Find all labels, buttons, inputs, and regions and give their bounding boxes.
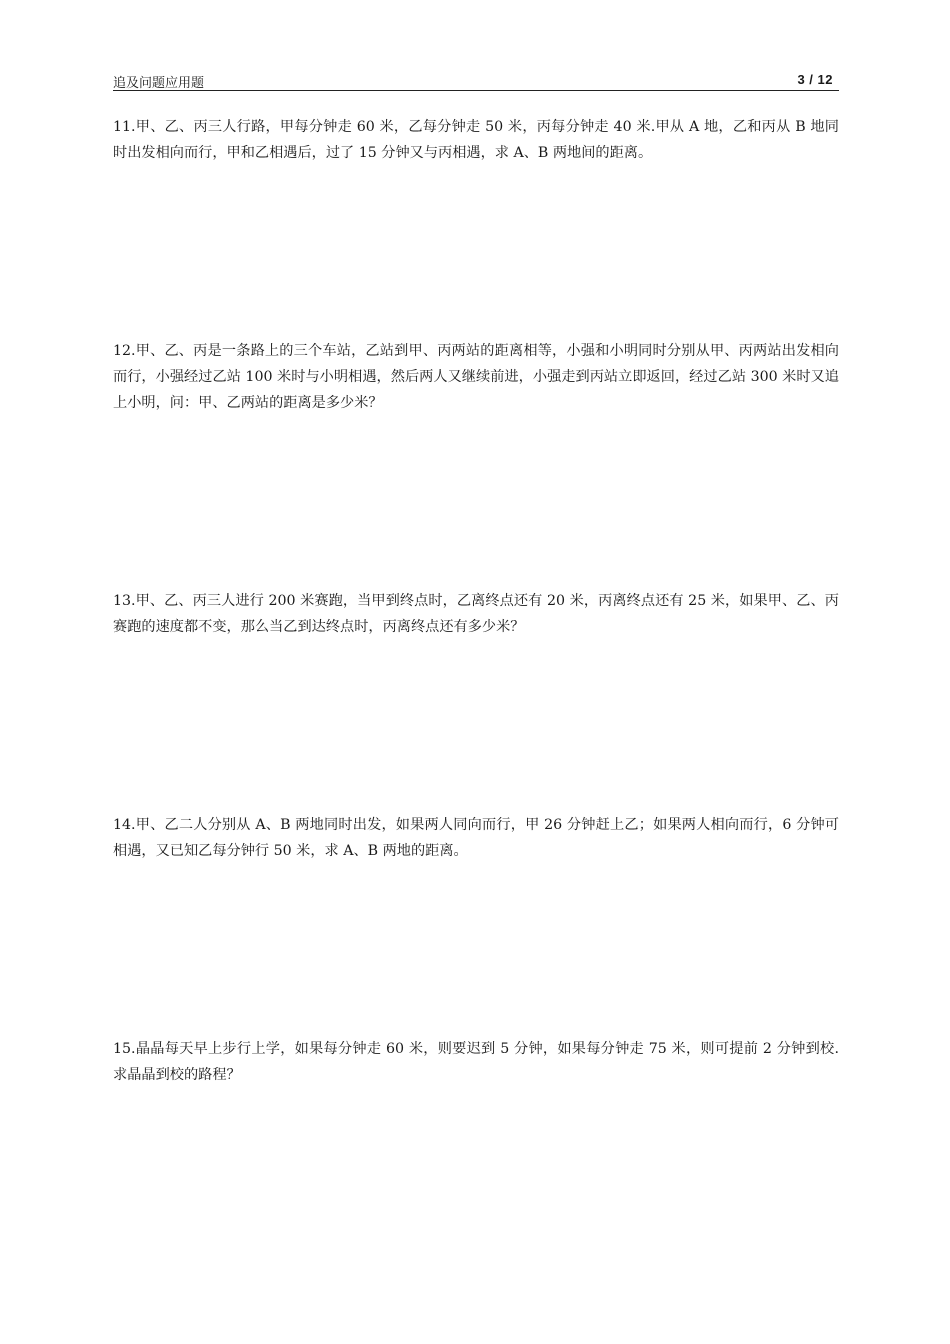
question-15: 15.晶晶每天早上步行上学，如果每分钟走 60 米，则要迟到 5 分钟，如果每分钟走 75 米，则可提前 2 分钟到校.求晶晶到校的路程？ (113, 1041, 839, 1083)
page-number: 3 / 12 (797, 72, 833, 87)
page-header (113, 72, 839, 91)
document-title: 追及问题应用题 (113, 76, 205, 91)
question-12: 12.甲、乙、丙是一条路上的三个车站，乙站到甲、丙两站的距离相等，小强和小明同时分别从甲、丙两站出发相向而行，小强经过乙站 100 米时与小明相遇，然后两人又继续前进，小强走到丙站立即返回，经过乙站 300 米时又追上小明，问：甲、乙两站的距离是多少米？ (113, 343, 839, 411)
question-14: 14.甲、乙二人分别从 A、B 两地同时出发，如果两人同向而行，甲 26 分钟赶上乙；如果两人相向而行，6 分钟可相遇，又已知乙每分钟行 50 米，求 A、B 两地的距离。 (113, 817, 839, 859)
question-11: 11.甲、乙、丙三人行路，甲每分钟走 60 米，乙每分钟走 50 米，丙每分钟走 40 米.甲从 A 地，乙和丙从 B 地同时出发相向而行，甲和乙相遇后，过了 15 分钟又与丙相遇，求 A、B 两地间的距离。 (113, 119, 839, 161)
question-13: 13.甲、乙、丙三人进行 200 米赛跑，当甲到终点时，乙离终点还有 20 米，丙离终点还有 25 米，如果甲、乙、丙赛跑的速度都不变，那么当乙到达终点时，丙离终点还有多少米？ (113, 593, 839, 635)
